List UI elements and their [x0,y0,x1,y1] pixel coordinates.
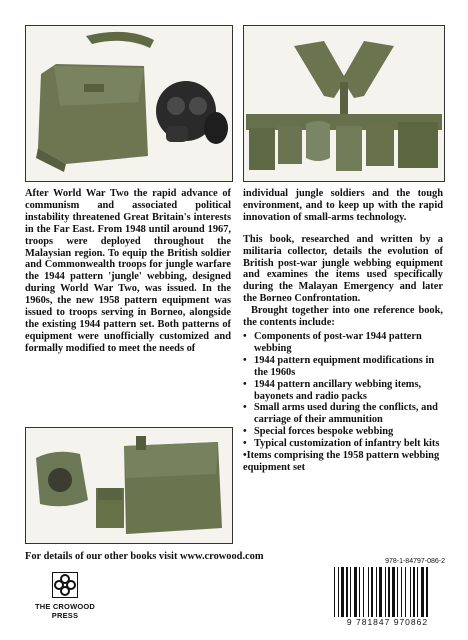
barcode-digits: 9 781847 970862 [330,617,445,627]
isbn-barcode [330,558,445,628]
blurb-left-column [25,188,231,355]
publisher-name: THE CROWOOD PRESS [34,602,96,620]
list-item: •Items comprising the 1958 pattern webbing equipment set [243,450,440,473]
list-item: • Typical customization of infantry belt kits [243,438,443,450]
list-item: • Small arms used during the conflicts, and carriage of their ammunition [243,402,443,426]
blurb-paragraph: individual jungle soldiers and the tough environment, and to keep up with the rapid innovation of small-arms technology. [243,188,443,223]
isbn-number: 978-1-84797-086-2 [385,558,445,565]
contents-list [243,331,443,474]
list-item: • 1944 pattern ancillary webbing items, bayonets and radio packs [243,379,443,403]
photo-pack-and-respirator [25,25,233,182]
crowood-knot-logo-icon [52,572,78,598]
webbing-harness-and-belt-photo [244,26,444,181]
webbing-pouches-photo [26,428,232,543]
blurb-paragraph: Brought together into one reference book, the contents include: [243,305,443,329]
list-item: • Special forces bespoke webbing [243,426,443,438]
more-books-link[interactable]: For details of our other books visit www.crowood.com [25,551,264,562]
blurb-right-column [243,188,443,474]
list-item: • Components of post-war 1944 pattern webbing [243,331,443,355]
photo-webbing-pouches [25,427,233,544]
blurb-paragraph: After World War Two the rapid advance of communism and associated political instability threatened Great Britain's interests in the Far East. From 1948 until around 1967, troops were deployed throughout the Malaysian region. To equip the British soldier and Commonwealth troops for jungle warfare the 1944 pattern 'jungle' webbing, designed during World War Two, was issued. In the 1960s, the new 1958 pattern equipment was issued to troops serving in Borneo, alongside the existing 1944 pattern set. Both patterns of equipment were unofficially customized and formally modified to meet the needs of [25,188,231,354]
barcode-icon [330,567,445,619]
webbing-pack-and-gas-mask-photo [26,26,232,181]
blurb-paragraph: This book, researched and written by a militaria collector, details the evolution of British post-war jungle webbing equipment and examines the items used specifically during the Malayan Emergency and later the Borneo Confrontation. [243,233,443,305]
list-item: • 1944 pattern equipment modifications in the 1960s [243,355,443,379]
photo-harness-and-belt [243,25,445,182]
publisher-logo [25,572,105,627]
